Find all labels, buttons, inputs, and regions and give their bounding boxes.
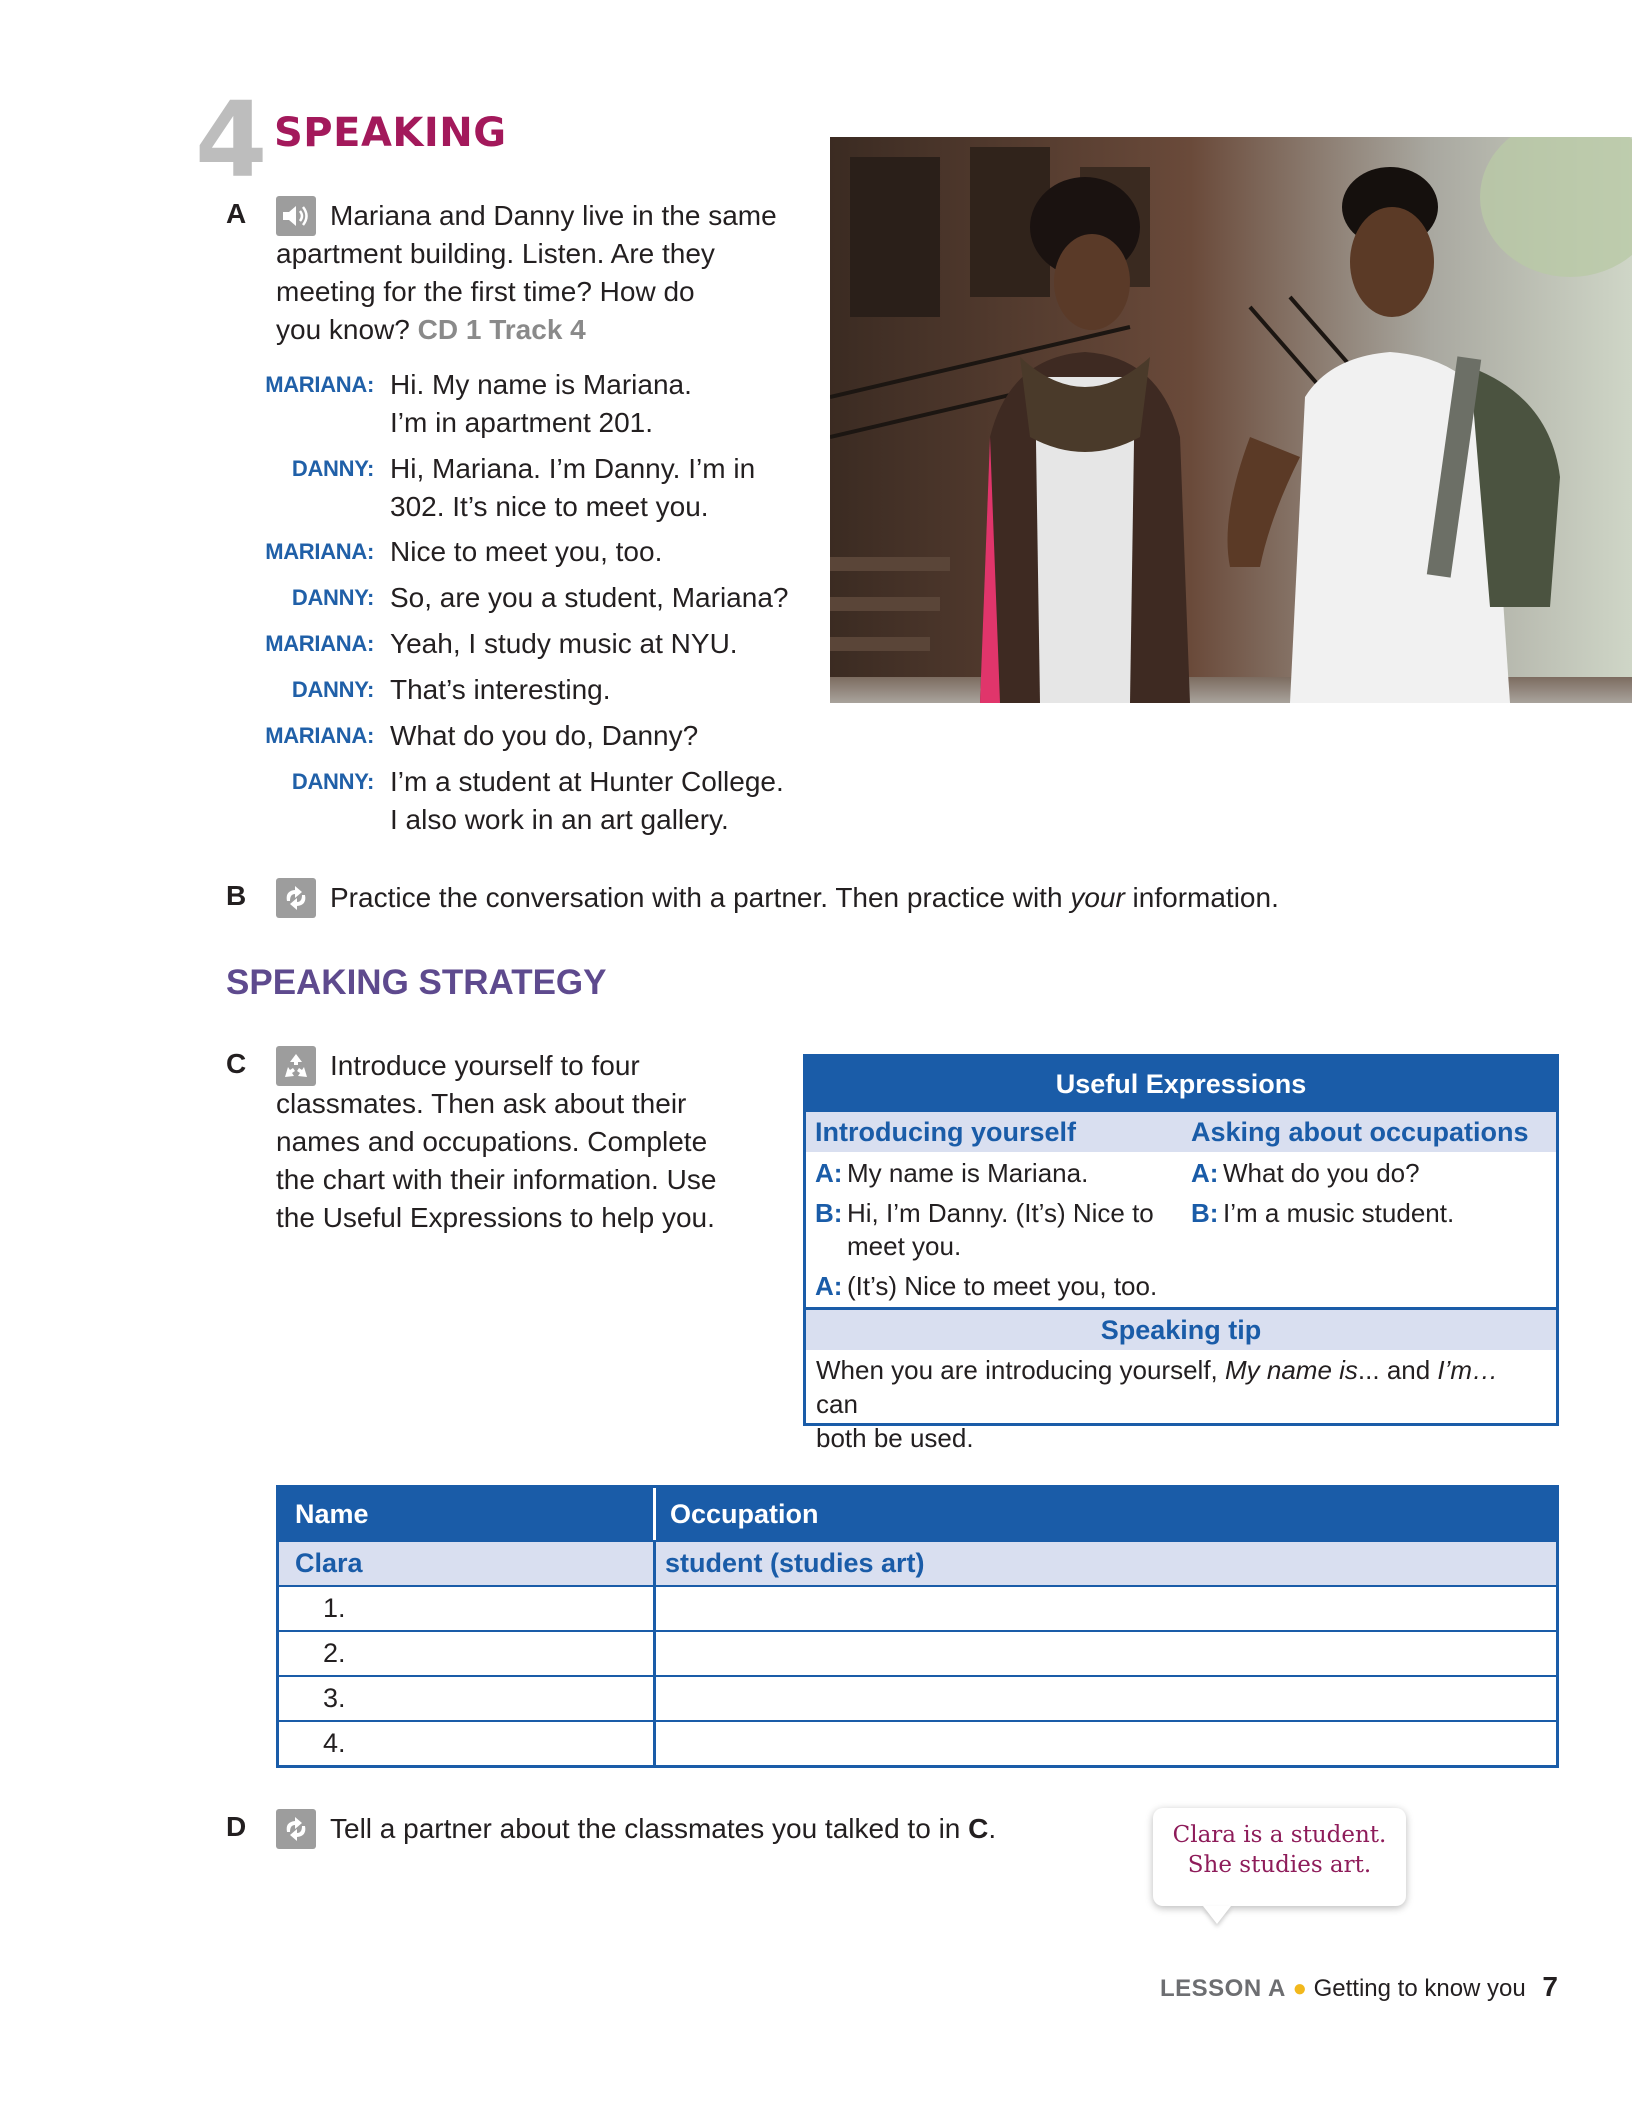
speaker-label: MARIANA:: [265, 372, 374, 397]
expression-speaker: A:: [815, 1271, 843, 1301]
dialogue-line: I’m a student at Hunter College.: [390, 766, 784, 797]
speaker-label: MARIANA:: [265, 539, 374, 564]
speaker-icon: [276, 196, 316, 236]
speaker-icon-glyph: [281, 203, 311, 229]
page-number: 7: [1542, 1971, 1558, 2002]
dialogue-line: 302. It’s nice to meet you.: [390, 491, 709, 522]
activity-a-line-3: meeting for the first time? How do: [276, 276, 695, 307]
occupation-cell[interactable]: [656, 1722, 1556, 1765]
dialogue-line: So, are you a student, Mariana?: [390, 582, 789, 613]
tip-text: ... and: [1357, 1355, 1438, 1385]
speech-bubble: [1153, 1808, 1406, 1906]
row-number: 4.: [279, 1722, 656, 1765]
expression-speaker: A:: [815, 1158, 843, 1188]
speaker-label: MARIANA:: [265, 631, 374, 656]
table-row: [279, 1632, 1556, 1677]
pair-work-icon-glyph: [281, 883, 311, 913]
dialogue-line: I also work in an art gallery.: [390, 804, 729, 835]
footer-dot-icon: ●: [1292, 1975, 1307, 2002]
tip-phrase-my-name: My name is: [1225, 1355, 1358, 1385]
dialogue-line: What do you do, Danny?: [390, 720, 699, 751]
speaking-tip-text: [816, 1353, 1546, 1455]
expression-speaker: B:: [815, 1198, 843, 1228]
page-footer: [1160, 1970, 1558, 2006]
activity-b-instructions: [330, 879, 1279, 917]
occupation-cell[interactable]: [656, 1632, 1556, 1675]
expression-line: [815, 1269, 1157, 1303]
footer-lesson: LESSON A: [1159, 1975, 1286, 2002]
photo-illustration: [830, 137, 1632, 703]
asking-occupations-heading: Asking about occupations: [1191, 1117, 1529, 1147]
photo-two-students: [830, 137, 1632, 703]
expression-line: [815, 1196, 1154, 1230]
group-work-icon: [276, 1046, 316, 1086]
speaker-label: DANNY:: [291, 677, 374, 702]
chart-header-name: Name: [279, 1488, 656, 1540]
expression-continuation: meet you.: [847, 1231, 962, 1261]
chart-header-row: [279, 1488, 1556, 1542]
section-title: SPEAKING: [274, 110, 507, 156]
activity-d-reference: C: [968, 1813, 989, 1844]
group-work-icon-glyph: [281, 1051, 311, 1081]
chart-header-occupation: Occupation: [670, 1499, 819, 1529]
useful-expressions-box: [803, 1054, 1559, 1453]
tip-phrase-im: I’m…: [1437, 1355, 1499, 1385]
activity-a-question: you know?: [276, 314, 410, 345]
expression-line: [1191, 1196, 1454, 1230]
activity-c-line-1: Introduce yourself to four: [330, 1050, 640, 1081]
expression-line: [815, 1156, 1088, 1190]
row-number: 2.: [279, 1632, 656, 1675]
bubble-line-1: Clara is a student.: [1172, 1822, 1387, 1848]
activity-b-text-end: information.: [1124, 882, 1279, 913]
activity-d-instructions: [330, 1810, 996, 1848]
activity-d-period: .: [988, 1813, 997, 1844]
expression-speaker: A:: [1191, 1158, 1219, 1188]
occupation-cell[interactable]: [656, 1677, 1556, 1720]
speaking-tip-heading: Speaking tip: [806, 1307, 1556, 1350]
expression-speaker: B:: [1191, 1198, 1219, 1228]
row-number: 1.: [279, 1587, 656, 1630]
chart-example-name: Clara: [279, 1542, 656, 1585]
tip-text: When you are introducing yourself,: [816, 1355, 1225, 1385]
expression-text: What do you do?: [1223, 1158, 1420, 1188]
activity-a-line-1: Mariana and Danny live in the same: [330, 200, 777, 231]
activity-letter-d: D: [226, 1811, 247, 1842]
speech-bubble-tail: [1203, 1906, 1231, 1924]
tip-text: both be used.: [816, 1423, 974, 1453]
activity-b-text: Practice the conversation with a partner. Then practice with: [330, 882, 1071, 913]
table-row: [279, 1677, 1556, 1722]
tip-text: can: [816, 1389, 858, 1419]
dialogue-line: Yeah, I study music at NYU.: [390, 628, 738, 659]
speaker-label: DANNY:: [291, 456, 374, 481]
pair-work-icon: [276, 878, 316, 918]
occupation-cell[interactable]: [656, 1587, 1556, 1630]
pair-work-icon-glyph: [281, 1814, 311, 1844]
speaking-strategy-title: SPEAKING STRATEGY: [226, 963, 607, 1002]
audio-track-reference: CD 1 Track 4: [417, 314, 586, 345]
table-row: [279, 1722, 1556, 1765]
expression-line: [1191, 1156, 1420, 1190]
dialogue-line: I’m in apartment 201.: [390, 407, 654, 438]
footer-lesson-title: Getting to know you: [1313, 1975, 1526, 2002]
activity-d-text: Tell a partner about the classmates you talked to in: [330, 1813, 969, 1844]
chart-example-row: [279, 1542, 1556, 1587]
introducing-yourself-heading: Introducing yourself: [815, 1117, 1077, 1147]
useful-expressions-title: Useful Expressions: [806, 1057, 1556, 1112]
expression-text: Hi, I’m Danny. (It’s) Nice to: [847, 1198, 1154, 1228]
speaker-label: MARIANA:: [265, 723, 374, 748]
speaker-label: DANNY:: [291, 585, 374, 610]
expression-text: (It’s) Nice to meet you, too.: [847, 1271, 1158, 1301]
activity-letter-a: A: [226, 198, 247, 229]
dialogue-line: Nice to meet you, too.: [390, 536, 663, 567]
activity-c-line-4: the chart with their information. Use: [276, 1164, 717, 1195]
bubble-line-2: She studies art.: [1187, 1852, 1372, 1878]
activity-c-line-5: the Useful Expressions to help you.: [276, 1202, 715, 1233]
classmates-chart: [276, 1485, 1559, 1768]
activity-letter-c: C: [226, 1048, 247, 1079]
activity-c-line-2: classmates. Then ask about their: [276, 1088, 687, 1119]
expression-text: My name is Mariana.: [847, 1158, 1089, 1188]
activity-a-line-2: apartment building. Listen. Are they: [276, 238, 715, 269]
section-number: 4: [195, 79, 264, 201]
chart-example-occupation: student (studies art): [665, 1548, 925, 1578]
useful-expressions-column-headers: [806, 1112, 1556, 1152]
activity-letter-b: B: [226, 880, 247, 911]
row-number: 3.: [279, 1677, 656, 1720]
pair-work-icon: [276, 1809, 316, 1849]
dialogue-line: Hi. My name is Mariana.: [390, 369, 692, 400]
activity-c-line-3: names and occupations. Complete: [276, 1126, 708, 1157]
table-row: [279, 1587, 1556, 1632]
expression-text: I’m a music student.: [1223, 1198, 1455, 1228]
dialogue-line: Hi, Mariana. I’m Danny. I’m in: [390, 453, 756, 484]
speaker-label: DANNY:: [291, 769, 374, 794]
activity-a-line-4: [276, 311, 586, 349]
dialogue-line: That’s interesting.: [390, 674, 611, 705]
activity-b-emphasis: your: [1070, 882, 1125, 913]
